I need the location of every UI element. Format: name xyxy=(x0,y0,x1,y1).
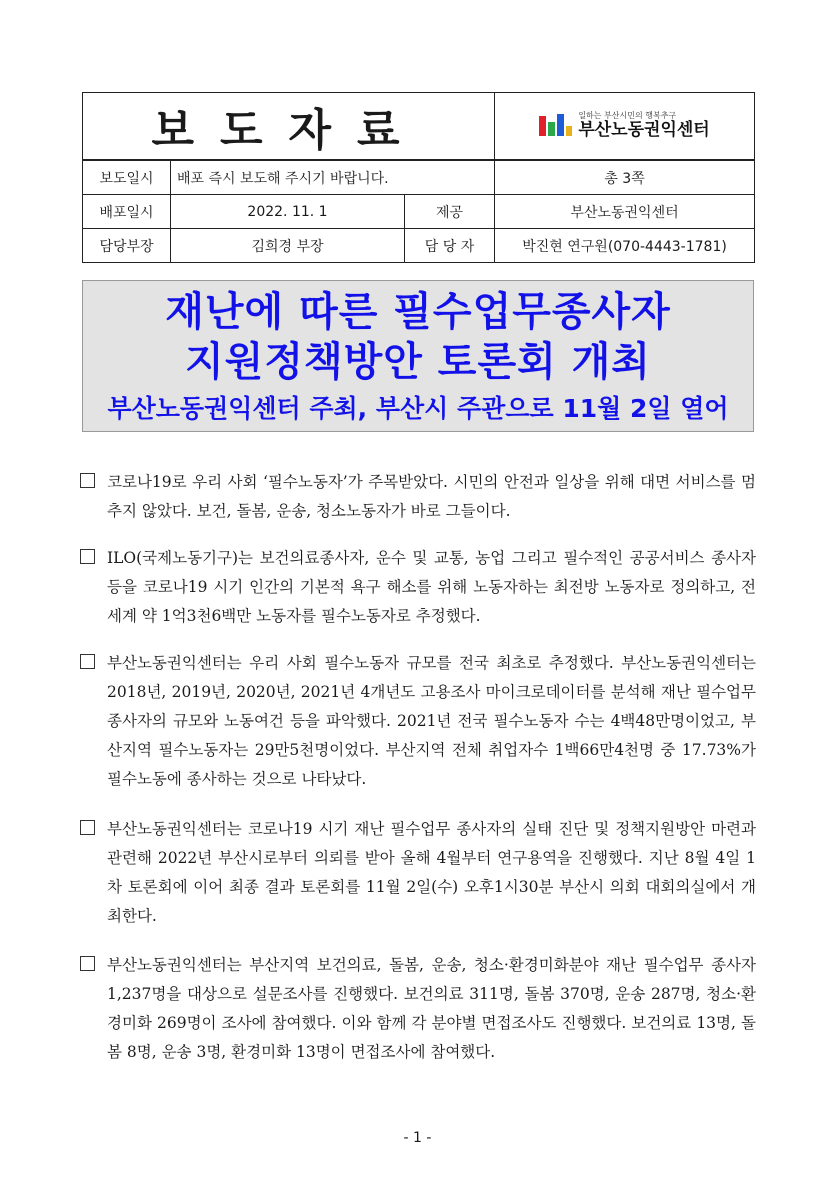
checkbox-square-icon xyxy=(80,956,95,971)
logo-tagline: 일하는 부산시민의 행복추구 xyxy=(578,110,677,120)
headline-box xyxy=(82,280,754,432)
release-time-label: 보도일시 xyxy=(83,160,171,195)
press-release-title: 보도자료 xyxy=(83,93,495,161)
release-time-value: 배포 즉시 보도해 주시기 바랍니다. xyxy=(171,160,495,195)
contact-label: 담 당 자 xyxy=(405,229,495,263)
page-count: 총 3쪽 xyxy=(495,160,755,195)
checkbox-square-icon xyxy=(80,820,95,835)
paragraph-4 xyxy=(80,815,756,931)
paragraph-3 xyxy=(80,649,756,794)
logo-mark-icon xyxy=(539,114,572,136)
paragraph-text: 부산노동권익센터는 코로나19 시기 재난 필수업무 종사자의 실태 진단 및 정책지원방안 마련과 관련해 2022년 부산시로부터 의뢰를 받아 올해 4월부터 연구용역을 진행했다. 지난 8월 4일 1차 토론회에 이어 최종 결과 토론회를 11월 2일(수) 오후1시30분 부산시 의회 대회의실에서 개최한다. xyxy=(107,820,756,925)
paragraph-text: 부산노동권익센터는 부산지역 보건의료, 돌봄, 운송, 청소·환경미화분야 재난 필수업무 종사자 1,237명을 대상으로 설문조사를 진행했다. 보건의료 311명, 돌봄 370명, 운송 287명, 청소·환경미화 269명이 조사에 참여했다. 이와 함께 각 분야별 면접조사도 진행했다. 보건의료 13명, 돌봄 8명, 운송 3명, 환경미화 13명이 면접조사에 참여했다. xyxy=(107,956,756,1061)
page-number: - 1 - xyxy=(403,1130,432,1146)
headline-line-1: 재난에 따른 필수업무종사자 xyxy=(165,289,671,335)
checkbox-square-icon xyxy=(80,473,95,488)
paragraph-text: 코로나19로 우리 사회 ‘필수노동자’가 주목받았다. 시민의 안전과 일상을 위해 대면 서비스를 멈추지 않았다. 보건, 돌봄, 운송, 청소노동자가 바로 그들이다. xyxy=(107,473,756,520)
manager-value: 김희경 부장 xyxy=(171,229,405,263)
paragraph-text: ILO(국제노동기구)는 보건의료종사자, 운수 및 교통, 농업 그리고 필수적인 공공서비스 종사자 등을 코로나19 시기 인간의 기본적 욕구 해소를 위해 노동자하는 최전방 노동자로 정의하고, 전 세계 약 1억3천6백만 노동자를 필수노동자로 추정했다. xyxy=(107,549,756,625)
paragraph-1 xyxy=(80,468,756,526)
headline-line-2: 지원정책방안 토론회 개최 xyxy=(185,339,651,385)
provider-value: 부산노동권익센터 xyxy=(495,195,755,229)
checkbox-square-icon xyxy=(80,654,95,669)
provider-label: 제공 xyxy=(405,195,495,229)
contact-value: 박진현 연구원(070-4443-1781) xyxy=(495,229,755,263)
paragraph-2 xyxy=(80,544,756,631)
distribution-date-label: 배포일시 xyxy=(83,195,171,229)
manager-label: 담당부장 xyxy=(83,229,171,263)
distribution-date-value: 2022. 11. 1 xyxy=(171,195,405,229)
paragraph-text: 부산노동권익센터는 우리 사회 필수노동자 규모를 전국 최초로 추정했다. 부산노동권익센터는 2018년, 2019년, 2020년, 2021년 4개년도 고용조사 마이크로데이터를 분석해 재난 필수업무종사자의 규모와 노동여건 등을 파악했다. 2021년 전국 필수노동자 수는 4백48만명이었고, 부산지역 필수노동자는 29만5천명이었다. 부산지역 전체 취업자수 1백66만4천명 중 17.73%가 필수노동에 종사하는 것으로 나타났다. xyxy=(107,654,756,788)
press-header-table xyxy=(82,92,755,263)
logo-name: 부산노동권익센터 xyxy=(578,119,710,140)
paragraph-5 xyxy=(80,951,756,1067)
headline-subtitle: 부산노동권익센터 주최, 부산시 주관으로 11월 2일 열어 xyxy=(107,394,729,423)
center-logo xyxy=(495,93,755,161)
checkbox-square-icon xyxy=(80,549,95,564)
